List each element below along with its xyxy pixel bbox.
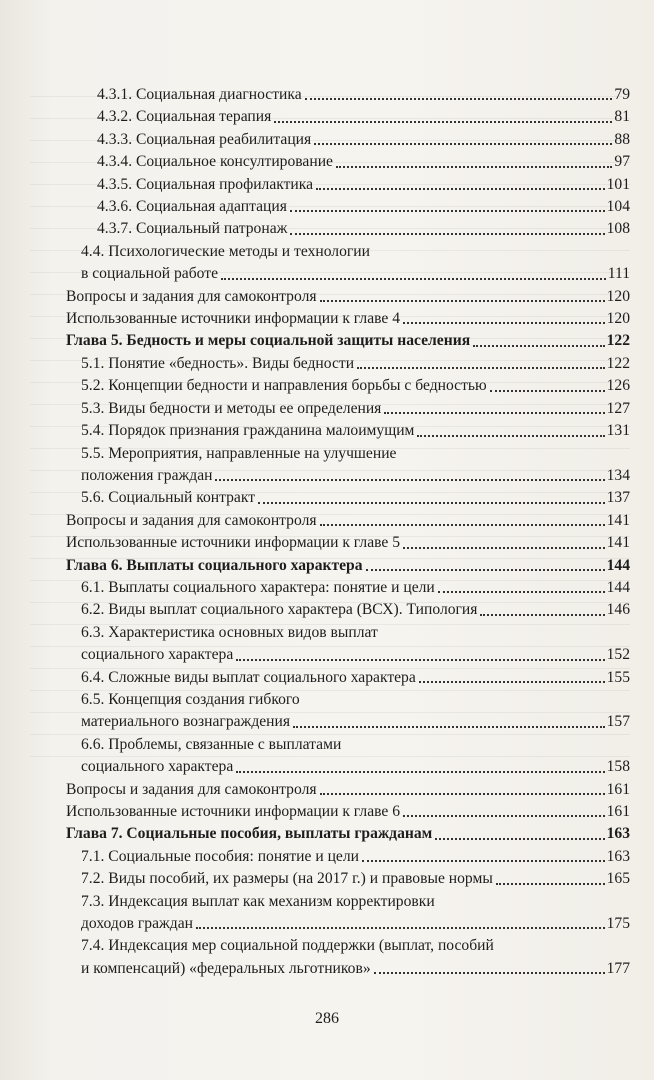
toc-entry-title-line1: 7.3. Индексация выплат как механизм корректировки <box>81 892 435 910</box>
toc-entry-page: 163 <box>606 847 630 865</box>
toc-entry <box>66 353 630 375</box>
toc-entry <box>66 443 630 488</box>
dot-leader <box>384 411 604 414</box>
toc-entry-title: 5.6. Социальный контракт <box>81 489 256 507</box>
toc-entry-page: 120 <box>606 287 630 305</box>
toc-entry-page: 134 <box>606 466 630 484</box>
toc-entry <box>66 375 630 397</box>
toc-entry <box>66 532 630 554</box>
toc-entry-title-line2: социального характера <box>81 646 234 664</box>
toc-entry <box>66 308 630 330</box>
toc-entry <box>66 241 630 286</box>
toc-entry-page: 163 <box>606 825 630 843</box>
toc-entry <box>66 891 630 936</box>
dot-leader <box>362 859 605 862</box>
toc-entry <box>66 487 630 509</box>
toc-entry-title-line2: доходов граждан <box>81 915 193 933</box>
toc-entry-page: 161 <box>606 803 630 820</box>
toc-entry-title: 6.1. Выплаты социального характера: понятие и цели <box>81 578 435 596</box>
toc-entry-title: 7.2. Виды пособий, их размеры (на 2017 г.) и правовые нормы <box>81 870 493 888</box>
toc-entry-title-line1: 4.4. Психологические методы и технологии <box>81 242 370 260</box>
toc-entry <box>66 935 630 980</box>
toc-entry-title-line1: 5.5. Мероприятия, направленные на улучшение <box>81 444 397 462</box>
dot-leader <box>438 590 605 593</box>
chapter-entry <box>66 823 630 845</box>
dot-leader <box>305 97 613 100</box>
dot-leader <box>236 770 604 773</box>
toc-entry-title: 5.1. Понятие «бедность». Виды бедности <box>81 354 355 372</box>
dot-leader <box>480 613 604 616</box>
toc-entry-title: 4.3.6. Социальная адаптация <box>97 198 287 216</box>
toc-entry-title: Использованные источники информации к главе 4 <box>66 310 401 328</box>
dot-leader <box>419 680 605 683</box>
toc-entry <box>66 218 630 240</box>
toc-entry <box>66 151 630 173</box>
toc-entry-title-line1: 6.6. Проблемы, связанные с выплатами <box>81 735 342 753</box>
toc-entry-page: 111 <box>607 265 630 283</box>
dot-leader <box>290 232 604 235</box>
toc-entry-title-line2: и компенсаций) «федеральных льготников» <box>81 959 371 977</box>
toc-entry-page: 141 <box>606 511 630 529</box>
toc-entry-title-line2: материального вознаграждения <box>81 713 291 731</box>
toc-entry-title-line2: положения граждан <box>81 466 213 484</box>
toc-entry-page: 155 <box>606 668 630 686</box>
dot-leader <box>473 344 604 347</box>
toc-entry-page: 120 <box>606 310 630 328</box>
toc-entry-title: Глава 6. Выплаты социального характера <box>66 556 363 574</box>
dot-leader <box>417 434 604 437</box>
toc-entry-title: 4.3.4. Социальное консултирование <box>97 153 333 171</box>
toc-entry-title: Вопросы и задания для самоконтроля <box>66 511 317 529</box>
dot-leader <box>496 882 605 885</box>
toc-entry <box>66 622 630 667</box>
toc-entry-title: 6.4. Сложные виды выплат социального характера <box>81 668 416 686</box>
toc-entry <box>66 689 630 734</box>
toc-entry-title: 6.2. Виды выплат социального характера (ВСХ). Типология <box>81 601 478 619</box>
toc-entry-page: 101 <box>606 175 630 193</box>
dot-leader <box>403 546 605 549</box>
dot-leader <box>290 209 605 212</box>
chapter-entry <box>66 330 630 352</box>
toc-entry-title: 7.1. Социальные пособия: понятие и цели <box>81 847 359 865</box>
toc-entry-page: 141 <box>606 534 630 552</box>
dot-leader <box>490 389 605 392</box>
toc-entry-page: 161 <box>606 780 630 798</box>
chapter-entry <box>66 555 630 577</box>
toc-entry-page: 175 <box>606 915 630 933</box>
toc-entry-page: 152 <box>606 646 630 664</box>
toc-entry-page: 97 <box>614 153 630 171</box>
toc-entry-page: 81 <box>614 108 630 126</box>
toc-entry <box>66 599 630 621</box>
toc-entry-title: Использованные источники информации к главе 6 <box>66 803 401 820</box>
toc-entry-title-line1: 7.4. Индексация мер социальной поддержки (выплат, пособий <box>81 937 494 955</box>
dot-leader <box>374 971 605 974</box>
toc-entry <box>66 510 630 532</box>
dot-leader <box>366 568 605 571</box>
toc-entry <box>66 667 630 689</box>
toc-entry-page: 144 <box>606 578 630 596</box>
toc-entry-page: 104 <box>606 198 630 216</box>
toc-entry-title: 4.3.7. Социальный патронаж <box>97 220 288 238</box>
toc-entry-page: 88 <box>614 130 630 148</box>
toc-entry-page: 177 <box>606 959 630 977</box>
dot-leader <box>196 926 605 929</box>
toc-entry-title: 4.3.1. Социальная диагностика <box>97 86 302 103</box>
toc-entry-page: 137 <box>606 489 630 507</box>
toc-entry-title: 5.3. Виды бедности и методы ее определения <box>81 399 382 417</box>
toc-entry <box>66 398 630 420</box>
toc-entry-page: 122 <box>606 354 630 372</box>
toc-entry <box>66 286 630 308</box>
toc-entry <box>66 174 630 196</box>
toc-entry-page: 157 <box>606 713 630 731</box>
dot-leader <box>314 142 612 145</box>
dot-leader <box>221 277 606 280</box>
toc-entry-title: 4.3.3. Социальная реабилитация <box>97 130 312 148</box>
toc-entry-title-line2: в социальной работе <box>81 265 218 283</box>
toc-entry <box>66 734 630 779</box>
dot-leader <box>320 792 605 795</box>
toc-entry-title-line1: 6.3. Характеристика основных видов выплат <box>81 623 378 641</box>
dot-leader <box>403 321 605 324</box>
toc-entry-title: Использованные источники информации к главе 5 <box>66 534 401 552</box>
toc-entry-title: 5.2. Концепции бедности и направления борьбы с бедностью <box>81 377 487 395</box>
page-number: 286 <box>315 1010 339 1027</box>
toc-entry-title: 5.4. Порядок признания гражданина малоимущим <box>81 422 415 440</box>
toc-entry <box>66 801 630 823</box>
dot-leader <box>336 165 612 168</box>
dot-leader <box>403 814 605 817</box>
toc-entry-title: 4.3.2. Социальная терапия <box>97 108 272 126</box>
toc-entry <box>66 420 630 442</box>
toc-entry <box>66 846 630 868</box>
toc-entry-page: 165 <box>606 870 630 888</box>
dot-leader <box>316 187 605 190</box>
toc-entry-page: 158 <box>606 758 630 776</box>
toc-entry <box>66 129 630 151</box>
toc-entry-page: 122 <box>606 332 630 350</box>
toc-entry <box>66 577 630 599</box>
dot-leader <box>435 837 604 840</box>
dot-leader <box>258 501 605 504</box>
table-of-contents <box>66 84 630 980</box>
dot-leader <box>357 366 605 369</box>
toc-entry-page: 131 <box>606 422 630 440</box>
toc-entry-title-line1: 6.5. Концепция создания гибкого <box>81 690 300 708</box>
toc-entry <box>66 868 630 890</box>
dot-leader <box>293 725 605 728</box>
dot-leader <box>274 120 612 123</box>
toc-entry-page: 108 <box>606 220 630 238</box>
toc-entry-title: Глава 5. Бедность и меры социальной защиты населения <box>66 332 471 350</box>
dot-leader <box>215 478 604 481</box>
toc-entry <box>66 84 630 106</box>
dot-leader <box>320 299 605 302</box>
toc-entry-page: 126 <box>606 377 630 395</box>
dot-leader <box>320 523 605 526</box>
toc-entry <box>66 779 630 801</box>
toc-entry-page: 127 <box>606 399 630 417</box>
toc-entry-title: Вопросы и задания для самоконтроля <box>66 780 317 798</box>
toc-entry <box>66 196 630 218</box>
toc-entry-title: Вопросы и задания для самоконтроля <box>66 287 317 305</box>
toc-entry-title: 4.3.5. Социальная профилактика <box>97 175 314 193</box>
dot-leader <box>236 658 604 661</box>
toc-entry-page: 144 <box>606 556 630 574</box>
toc-entry-title-line2: социального характера <box>81 758 234 776</box>
toc-entry-page: 146 <box>606 601 630 619</box>
toc-entry-title: Глава 7. Социальные пособия, выплаты гражданам <box>66 825 433 843</box>
toc-entry <box>66 106 630 128</box>
toc-entry-page: 79 <box>614 86 630 103</box>
